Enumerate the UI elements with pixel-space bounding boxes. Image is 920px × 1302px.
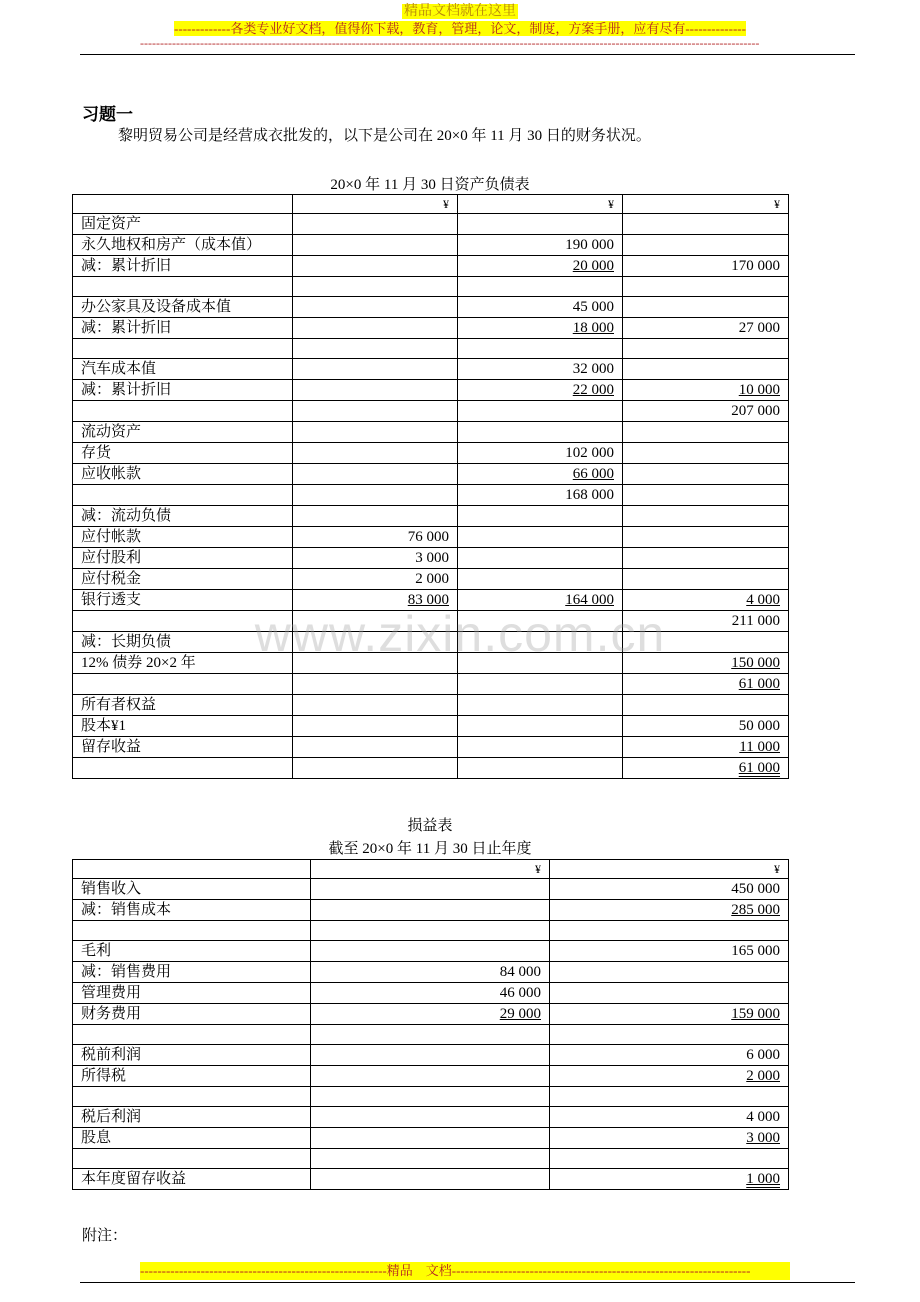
table-cell-text: 永久地权和房产（成本值）	[81, 237, 262, 253]
table-cell-text: 165 000	[731, 943, 780, 959]
table-cell	[293, 235, 458, 256]
table-cell	[550, 1025, 789, 1045]
table-cell-text: 银行透支	[81, 592, 142, 608]
table-row	[73, 900, 789, 921]
table-cell	[293, 318, 458, 339]
table-cell	[73, 506, 293, 527]
table-cell-text: 本年度留存收益	[81, 1171, 187, 1187]
table-cell	[458, 569, 623, 590]
table-cell-text: 应收帐款	[81, 466, 142, 482]
table-cell	[623, 695, 789, 716]
table-cell-text: 164 000	[565, 592, 614, 608]
table-cell	[550, 1107, 789, 1128]
table-cell-text: 3 000	[415, 550, 449, 566]
table-cell	[623, 674, 789, 695]
table-cell-text: 所得税	[81, 1068, 127, 1084]
table-row	[73, 695, 789, 716]
table-cell-text: 减：累计折旧	[81, 382, 172, 398]
table-row	[73, 318, 789, 339]
table-cell	[293, 380, 458, 401]
table-cell-text: 销售收入	[81, 881, 142, 897]
table-cell	[458, 318, 623, 339]
table-row	[73, 1004, 789, 1025]
table-cell-text: 财务费用	[81, 1006, 142, 1022]
table-cell	[623, 318, 789, 339]
table-cell-text: 存货	[81, 445, 112, 461]
table-cell	[311, 983, 550, 1004]
table-cell	[550, 1169, 789, 1190]
table-cell-text: 22 000	[572, 382, 614, 398]
table-row	[73, 485, 789, 506]
table-cell-text: 450 000	[731, 881, 780, 897]
table-cell	[73, 983, 311, 1004]
table-cell	[458, 548, 623, 569]
table-cell	[73, 485, 293, 506]
table-row	[73, 569, 789, 590]
table-cell	[73, 900, 311, 921]
table-cell	[73, 214, 293, 235]
table-cell	[623, 339, 789, 359]
table-cell	[311, 941, 550, 962]
table-row	[73, 879, 789, 900]
table-cell	[458, 737, 623, 758]
table-cell-text: 2 000	[746, 1068, 780, 1084]
table-cell	[550, 1128, 789, 1149]
table-cell	[73, 464, 293, 485]
table-row	[73, 464, 789, 485]
table-cell-text: 税前利润	[81, 1047, 142, 1063]
table-cell	[293, 422, 458, 443]
table-cell	[73, 1128, 311, 1149]
table-cell-text: 29 000	[499, 1006, 541, 1022]
table-cell	[73, 195, 293, 214]
table-cell	[623, 256, 789, 277]
table-row	[73, 1066, 789, 1087]
table-cell-text: 20 000	[572, 258, 614, 274]
table-cell	[293, 674, 458, 695]
table-row	[73, 1087, 789, 1107]
header-banner	[0, 0, 920, 20]
table-cell-text: 45 000	[572, 299, 614, 315]
table-cell	[73, 1066, 311, 1087]
table-row	[73, 737, 789, 758]
table-cell	[623, 569, 789, 590]
table-cell	[458, 380, 623, 401]
table-row	[73, 921, 789, 941]
table-cell	[623, 464, 789, 485]
table-cell	[293, 214, 458, 235]
table-cell	[550, 1045, 789, 1066]
table-cell	[623, 380, 789, 401]
table-cell	[73, 548, 293, 569]
income-statement-period: 截至 20×0 年 11 月 30 日止年度	[328, 841, 532, 857]
table-cell	[311, 1045, 550, 1066]
table-row	[73, 674, 789, 695]
table-cell-text: 84 000	[499, 964, 541, 980]
table-cell-text: 应付帐款	[81, 529, 142, 545]
table-cell-text: 减：长期负债	[81, 634, 172, 650]
table-row	[73, 1107, 789, 1128]
table-cell-text: 汽车成本值	[81, 361, 157, 377]
table-cell	[293, 339, 458, 359]
table-cell-text: 股本¥1	[81, 718, 127, 734]
table-row	[73, 548, 789, 569]
table-cell	[458, 214, 623, 235]
table-cell-text: 168 000	[565, 487, 614, 503]
table-cell	[623, 737, 789, 758]
table-row	[73, 1169, 789, 1190]
table-row	[73, 297, 789, 318]
watermark: www.zixin.com.cn	[254, 606, 666, 662]
table-cell	[550, 1066, 789, 1087]
table-cell	[458, 443, 623, 464]
table-row	[73, 941, 789, 962]
top-rule	[80, 54, 855, 55]
table-row	[73, 277, 789, 297]
table-cell-text: 11 000	[739, 739, 780, 755]
table-cell	[311, 860, 550, 879]
table-cell	[73, 941, 311, 962]
table-row	[73, 443, 789, 464]
table-row	[73, 1149, 789, 1169]
table-row	[73, 359, 789, 380]
balance-sheet-caption: 20×0 年 11 月 30 日资产负债表	[330, 177, 530, 193]
table-cell	[293, 485, 458, 506]
table-cell	[293, 695, 458, 716]
table-cell-text: 285 000	[731, 902, 780, 918]
table-cell-text: 减：累计折旧	[81, 258, 172, 274]
table-cell	[623, 548, 789, 569]
table-cell	[73, 277, 293, 297]
table-cell	[623, 758, 789, 779]
exercise-title: 习题一	[82, 105, 133, 124]
table-cell-text: ¥	[443, 197, 449, 211]
table-cell	[73, 1004, 311, 1025]
table-cell	[458, 195, 623, 214]
table-cell	[293, 716, 458, 737]
note-label: 附注：	[82, 1228, 128, 1244]
table-cell	[311, 1149, 550, 1169]
table-cell	[458, 277, 623, 297]
table-cell	[293, 548, 458, 569]
table-cell-text: 61 000	[738, 676, 780, 692]
table-cell	[293, 297, 458, 318]
table-cell	[293, 359, 458, 380]
table-cell-text: 46 000	[499, 985, 541, 1001]
table-cell	[73, 716, 293, 737]
bottom-rule	[80, 1282, 855, 1283]
table-cell	[73, 339, 293, 359]
table-cell	[623, 527, 789, 548]
table-cell-text: 应付股利	[81, 550, 142, 566]
table-cell-text: 32 000	[572, 361, 614, 377]
table-cell	[73, 879, 311, 900]
header-title: 精品文档就在这里	[404, 4, 516, 19]
table-row	[73, 422, 789, 443]
table-cell	[623, 359, 789, 380]
table-cell	[458, 527, 623, 548]
table-cell	[293, 569, 458, 590]
table-cell-text: 流动资产	[81, 424, 142, 440]
table-row	[73, 860, 789, 879]
table-cell-text: 61 000	[738, 760, 780, 776]
table-cell-text: 管理费用	[81, 985, 142, 1001]
table-cell	[73, 359, 293, 380]
table-cell-text: 76 000	[407, 529, 449, 545]
table-cell-text: 应付税金	[81, 571, 142, 587]
table-cell	[73, 1169, 311, 1190]
table-cell-text: 66 000	[572, 466, 614, 482]
table-cell	[550, 983, 789, 1004]
table-cell	[293, 443, 458, 464]
table-cell-text: 固定资产	[81, 216, 142, 232]
table-cell	[73, 758, 293, 779]
table-cell-text: 股息	[81, 1130, 112, 1146]
table-cell	[458, 506, 623, 527]
table-cell	[73, 569, 293, 590]
table-row	[73, 380, 789, 401]
table-cell	[623, 506, 789, 527]
table-row	[73, 1128, 789, 1149]
table-cell-text: 3 000	[746, 1130, 780, 1146]
table-cell-text: 50 000	[738, 718, 780, 734]
table-cell	[73, 422, 293, 443]
table-cell-text: 170 000	[731, 258, 780, 274]
table-cell-text: ¥	[608, 197, 614, 211]
table-cell	[293, 195, 458, 214]
table-cell-text: ¥	[535, 862, 541, 876]
table-cell	[623, 195, 789, 214]
table-cell-text: ¥	[774, 862, 780, 876]
table-cell	[458, 256, 623, 277]
table-row	[73, 235, 789, 256]
table-cell-text: 毛利	[81, 943, 112, 959]
table-cell	[458, 339, 623, 359]
table-cell	[623, 214, 789, 235]
table-cell	[73, 380, 293, 401]
table-cell	[550, 1087, 789, 1107]
table-cell	[73, 401, 293, 422]
table-cell	[623, 716, 789, 737]
income-statement-table	[72, 859, 789, 1190]
table-cell	[550, 962, 789, 983]
table-cell-text: 所有者权益	[81, 697, 157, 713]
table-cell	[550, 900, 789, 921]
table-row	[73, 401, 789, 422]
table-cell-text: 减：销售费用	[81, 964, 172, 980]
table-row	[73, 256, 789, 277]
table-cell	[311, 1066, 550, 1087]
table-cell	[73, 527, 293, 548]
table-cell-text: 4 000	[746, 1109, 780, 1125]
header-dash-line: -----------------------------------------------------------------------------------------------------------------------------------------------------------	[140, 36, 760, 50]
table-cell-text: 减：流动负债	[81, 508, 172, 524]
table-cell	[623, 422, 789, 443]
table-row	[73, 527, 789, 548]
table-cell-text: 6 000	[746, 1047, 780, 1063]
footer-banner: ---------------------------------------------------------精品 文档---------------------------------------------------------------------	[140, 1262, 790, 1280]
table-cell	[311, 900, 550, 921]
table-cell	[73, 235, 293, 256]
table-cell	[311, 1004, 550, 1025]
table-cell	[73, 443, 293, 464]
exercise-intro: 黎明贸易公司是经营成衣批发的，以下是公司在 20×0 年 11 月 30 日的财务状况。	[118, 128, 651, 144]
table-cell	[73, 1025, 311, 1045]
table-cell	[311, 1128, 550, 1149]
table-cell	[73, 318, 293, 339]
table-cell-text: 减：销售成本	[81, 902, 172, 918]
table-cell-text: 207 000	[731, 403, 780, 419]
table-cell	[623, 485, 789, 506]
table-row	[73, 758, 789, 779]
table-cell	[73, 962, 311, 983]
table-cell	[311, 1087, 550, 1107]
table-cell	[293, 401, 458, 422]
table-cell	[311, 921, 550, 941]
table-cell-text: 159 000	[731, 1006, 780, 1022]
table-cell	[311, 1025, 550, 1045]
table-cell	[623, 297, 789, 318]
table-cell-text: 10 000	[738, 382, 780, 398]
table-cell	[458, 401, 623, 422]
table-cell	[458, 297, 623, 318]
table-cell	[293, 758, 458, 779]
table-cell	[293, 506, 458, 527]
table-cell-text: 102 000	[565, 445, 614, 461]
table-row	[73, 716, 789, 737]
table-row	[73, 962, 789, 983]
table-cell	[623, 401, 789, 422]
table-cell	[311, 1169, 550, 1190]
header-tagline-text: -------------各类专业好文档，值得你下载，教育，管理，论文，制度，方案手册，应有尽有--------------	[174, 21, 746, 36]
table-cell	[73, 674, 293, 695]
table-cell-text: 150 000	[731, 655, 780, 671]
table-cell	[458, 758, 623, 779]
table-cell	[550, 860, 789, 879]
table-cell	[458, 485, 623, 506]
table-row	[73, 1025, 789, 1045]
table-row	[73, 506, 789, 527]
table-cell	[73, 695, 293, 716]
income-statement-caption: 损益表	[407, 818, 453, 834]
table-cell	[458, 422, 623, 443]
table-cell-text: 办公家具及设备成本值	[81, 299, 232, 315]
table-cell	[73, 1149, 311, 1169]
table-row	[73, 1045, 789, 1066]
table-cell-text: 1 000	[746, 1171, 780, 1187]
table-cell	[293, 277, 458, 297]
table-cell	[73, 737, 293, 758]
table-cell	[73, 1107, 311, 1128]
table-cell-text: 27 000	[738, 320, 780, 336]
table-cell	[293, 737, 458, 758]
table-cell	[73, 1045, 311, 1066]
table-cell	[550, 941, 789, 962]
table-cell	[458, 716, 623, 737]
table-cell	[293, 464, 458, 485]
table-cell-text: 减：累计折旧	[81, 320, 172, 336]
table-cell-text: 税后利润	[81, 1109, 142, 1125]
table-cell	[311, 1107, 550, 1128]
table-cell-text: 18 000	[572, 320, 614, 336]
table-cell	[458, 359, 623, 380]
table-cell	[73, 297, 293, 318]
table-cell-text: 2 000	[415, 571, 449, 587]
table-cell-text: 190 000	[565, 237, 614, 253]
table-cell	[550, 1004, 789, 1025]
table-cell	[73, 860, 311, 879]
table-cell	[458, 674, 623, 695]
table-cell-text: 4 000	[746, 592, 780, 608]
table-cell-text: 留存收益	[81, 739, 142, 755]
table-row	[73, 983, 789, 1004]
table-cell	[550, 879, 789, 900]
table-cell-text: 83 000	[407, 592, 449, 608]
balance-sheet-table	[72, 194, 789, 779]
table-row	[73, 339, 789, 359]
table-cell-text: ¥	[774, 197, 780, 211]
table-cell-text: 12% 债券 20×2 年	[81, 655, 196, 671]
table-cell	[458, 235, 623, 256]
table-cell-text: 211 000	[731, 613, 780, 629]
table-row	[73, 214, 789, 235]
table-cell	[550, 921, 789, 941]
table-row	[73, 195, 789, 214]
table-cell	[73, 1087, 311, 1107]
table-cell	[550, 1149, 789, 1169]
table-cell	[623, 443, 789, 464]
table-cell	[458, 464, 623, 485]
table-cell	[623, 277, 789, 297]
table-cell	[623, 235, 789, 256]
table-cell	[293, 527, 458, 548]
table-cell	[293, 256, 458, 277]
table-cell	[458, 695, 623, 716]
header-tagline	[0, 18, 920, 37]
table-cell	[311, 962, 550, 983]
table-cell	[73, 256, 293, 277]
table-cell	[311, 879, 550, 900]
table-cell	[73, 921, 311, 941]
